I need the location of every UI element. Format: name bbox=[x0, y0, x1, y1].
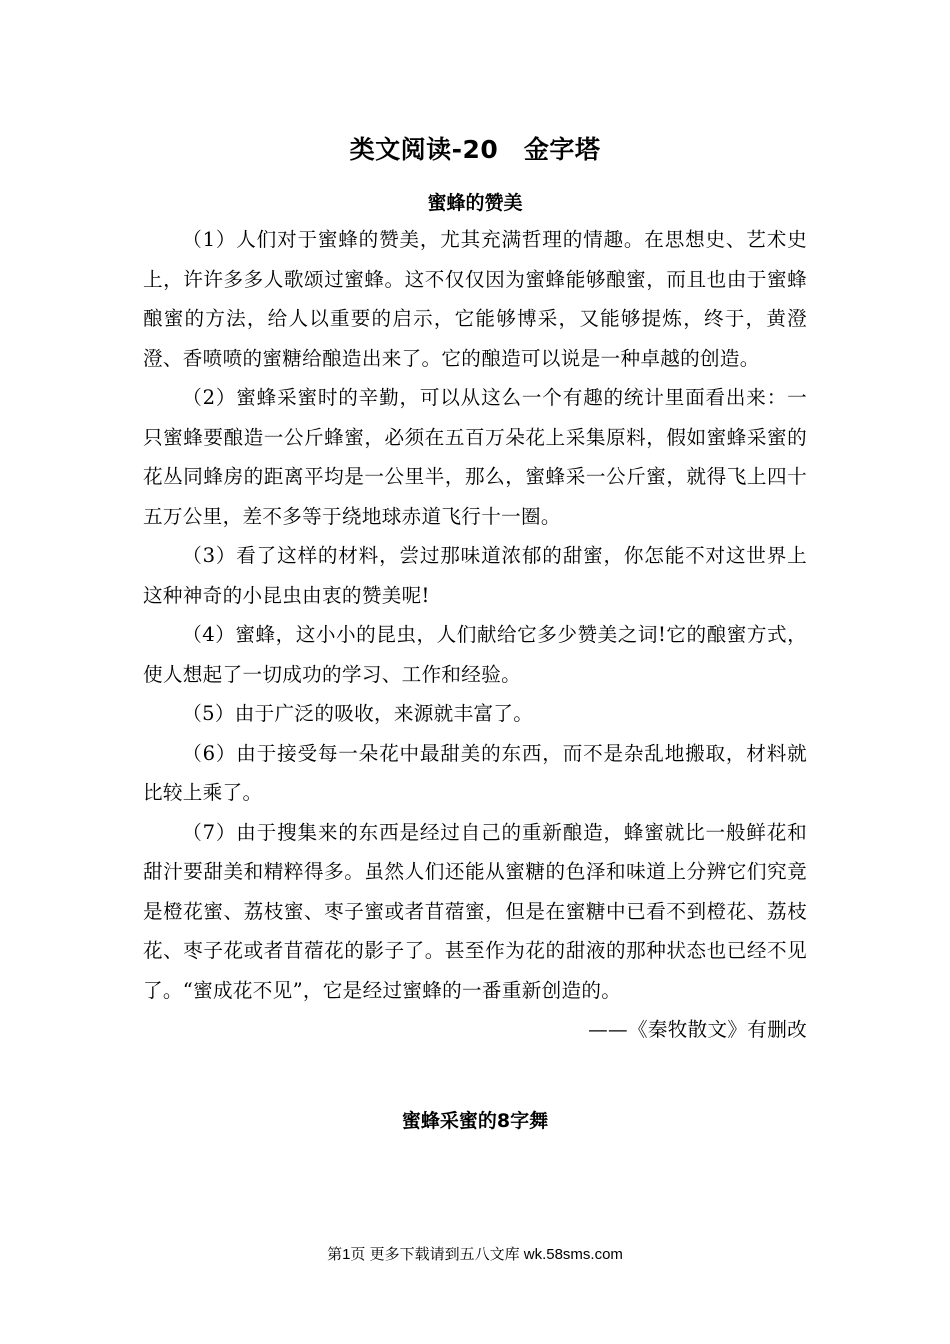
article-body bbox=[143, 220, 807, 1050]
page-footer: 第1页 更多下载请到五八文库 wk.58sms.com bbox=[327, 1246, 623, 1263]
paragraph-1: （1）人们对于蜜蜂的赞美，尤其充满哲理的情趣。在思想史、艺术史上，许许多多人歌颂过蜜蜂。这不仅仅因为蜜蜂能够酿蜜，而且也由于蜜蜂酿蜜的方法，给人以重要的启示，它能够博采，又能够提炼，终于，黄澄澄、香喷喷的蜜糖给酿造出来了。它的酿造可以说是一种卓越的创造。 bbox=[143, 228, 807, 370]
second-article-title: 蜜蜂采蜜的8字舞 bbox=[401, 1110, 549, 1132]
paragraph-3: （3）看了这样的材料，尝过那味道浓郁的甜蜜，你怎能不对这世界上这种神奇的小昆虫由衷的赞美呢! bbox=[143, 544, 807, 607]
paragraph-5: （5）由于广泛的吸收，来源就丰富了。 bbox=[182, 702, 534, 725]
paragraph-6: （6）由于接受每一朵花中最甜美的东西，而不是杂乱地搬取，材料就比较上乘了。 bbox=[143, 741, 807, 804]
paragraph-7: （7）由于搜集来的东西是经过自己的重新酿造，蜂蜜就比一般鲜花和甜汁要甜美和精粹得多。虽然人们还能从蜜糖的色泽和味道上分辨它们究竟是橙花蜜、荔枝蜜、枣子蜜或者苜蓿蜜，但是在蜜糖中已看不到橙花、荔枝花、枣子花或者苜蓿花的影子了。甚至作为花的甜液的那种状态也已经不见了。“蜜成花不见”，它是经过蜜蜂的一番重新创造的。 bbox=[143, 820, 807, 1002]
document-title: 类文阅读-20 金字塔 bbox=[349, 135, 601, 164]
article-title: 蜜蜂的赞美 bbox=[427, 192, 523, 214]
paragraph-2: （2）蜜蜂采蜜时的辛勤，可以从这么一个有趣的统计里面看出来：一只蜜蜂要酿造一公斤蜂蜜，必须在五百万朵花上采集原料，假如蜜蜂采蜜的花丛同蜂房的距离平均是一公里半，那么，蜜蜂采一公斤蜜，就得飞上四十五万公里，差不多等于绕地球赤道飞行十一圈。 bbox=[143, 386, 807, 528]
paragraph-4: （4）蜜蜂，这小小的昆虫，人们献给它多少赞美之词!它的酿蜜方式，使人想起了一切成功的学习、工作和经验。 bbox=[143, 623, 807, 686]
source-citation: ——《秦牧散文》有删改 bbox=[588, 1018, 807, 1041]
